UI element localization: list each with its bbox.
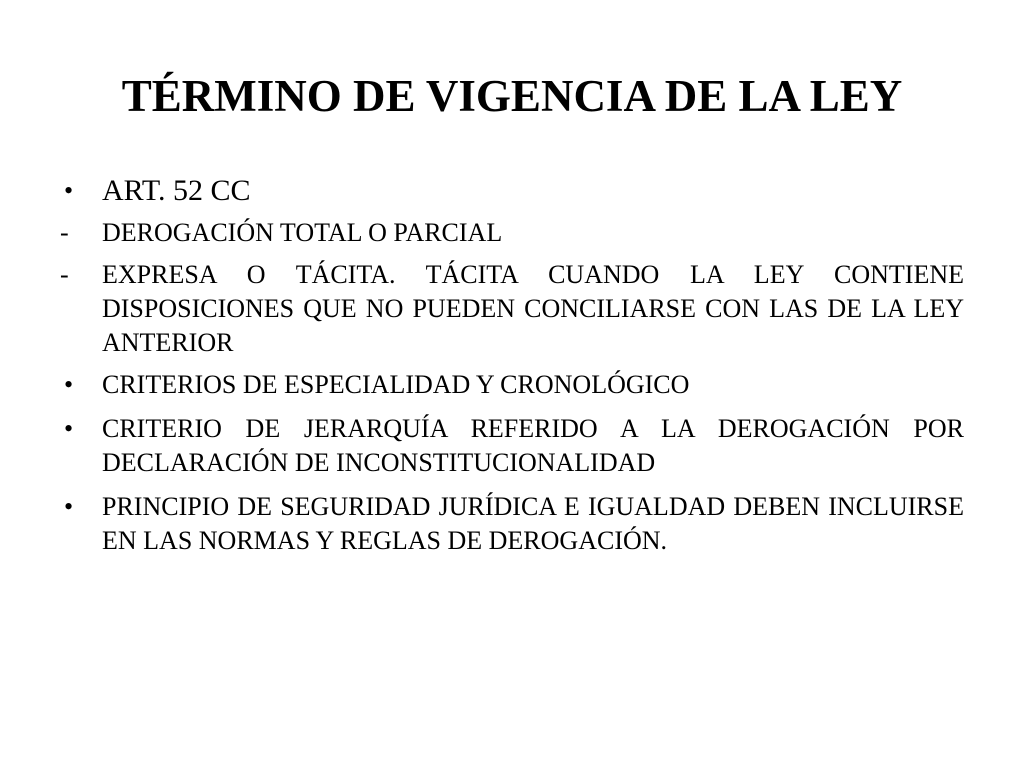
list-item-derogacion — [60, 216, 964, 250]
list-item-text: DEROGACIÓN TOTAL O PARCIAL — [102, 218, 503, 247]
bullet-marker: • — [64, 176, 74, 205]
list-item-principio — [60, 490, 964, 558]
list-item-text: EXPRESA O TÁCITA. TÁCITA CUANDO LA LEY CONTIENE DISPOSICIONES QUE NO PUEDEN CONCILIARSE CON LAS DE LA LEY ANTERIOR — [102, 260, 964, 357]
slide-body — [60, 172, 964, 568]
dash-marker: - — [60, 260, 69, 289]
list-item-jerarquia — [60, 412, 964, 480]
list-item-expresa-tacita — [60, 258, 964, 360]
list-item-text: ART. 52 CC — [102, 174, 251, 207]
bullet-marker: • — [64, 370, 74, 399]
dash-marker: - — [60, 218, 69, 247]
slide-title: TÉRMINO DE VIGENCIA DE LA LEY — [121, 71, 903, 121]
bullet-marker: • — [64, 414, 74, 443]
list-item-text: PRINCIPIO DE SEGURIDAD JURÍDICA E IGUALDAD DEBEN INCLUIRSE EN LAS NORMAS Y REGLAS DE DEROGACIÓN. — [102, 492, 964, 555]
list-item-criterios — [60, 368, 964, 402]
bullet-marker: • — [64, 492, 74, 521]
list-item-art-52 — [60, 172, 964, 210]
list-item-text: CRITERIOS DE ESPECIALIDAD Y CRONOLÓGICO — [102, 370, 690, 399]
list-item-text: CRITERIO DE JERARQUÍA REFERIDO A LA DEROGACIÓN POR DECLARACIÓN DE INCONSTITUCIONALIDAD — [102, 414, 964, 477]
